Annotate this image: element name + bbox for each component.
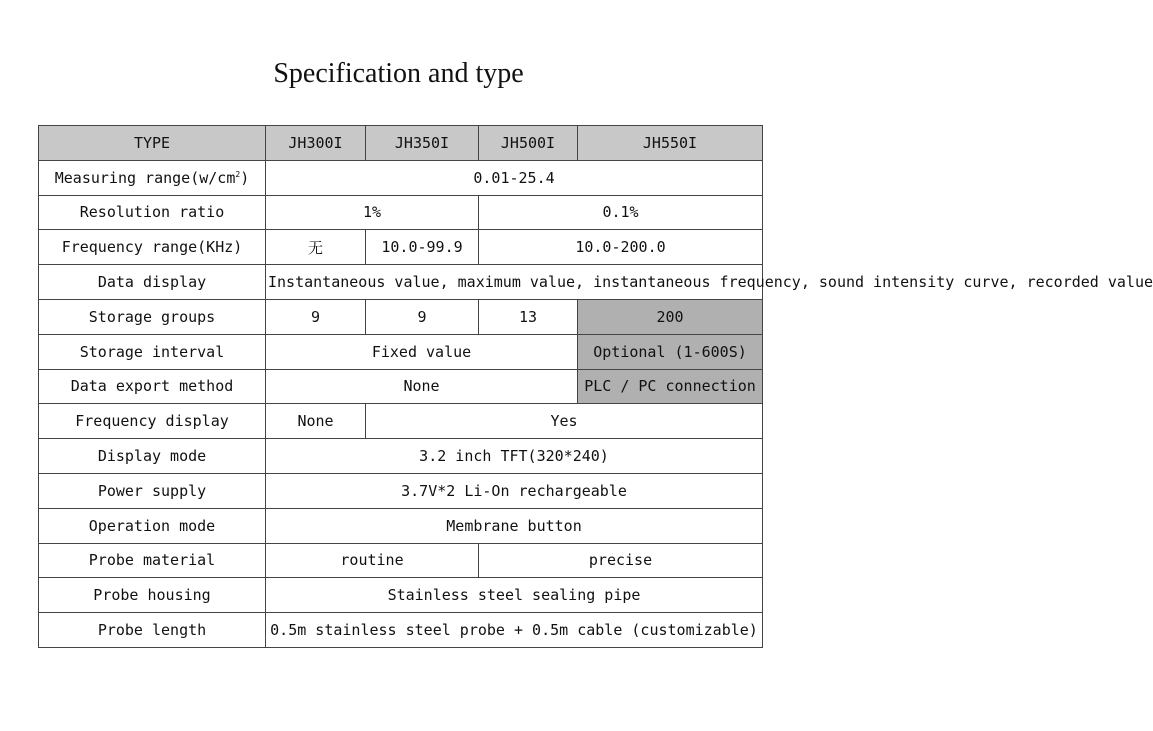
frequency-display-value-2: Yes [366, 404, 763, 439]
data-export-value-1: None [266, 369, 578, 404]
row-label-storage-interval: Storage interval [39, 334, 266, 369]
data-export-value-2: PLC / PC connection [578, 369, 763, 404]
table-row [39, 543, 763, 578]
data-display-value: Instantaneous value, maximum value, instantaneous frequency, sound intensity curve, recorded value [266, 265, 763, 300]
display-mode-value: 3.2 inch TFT(320*240) [266, 439, 763, 474]
storage-groups-value-2: 9 [366, 299, 479, 334]
row-label-resolution-ratio: Resolution ratio [39, 195, 266, 230]
table-row [39, 439, 763, 474]
storage-interval-value-1: Fixed value [266, 334, 578, 369]
row-label-data-export: Data export method [39, 369, 266, 404]
storage-groups-value-4: 200 [578, 299, 763, 334]
resolution-value-2: 0.1% [479, 195, 763, 230]
storage-groups-value-1: 9 [266, 299, 366, 334]
row-label-probe-housing: Probe housing [39, 578, 266, 613]
probe-material-value-1: routine [266, 543, 479, 578]
row-label-operation-mode: Operation mode [39, 508, 266, 543]
measuring-range-value: 0.01-25.4 [266, 160, 763, 195]
row-label-frequency-display: Frequency display [39, 404, 266, 439]
header-cell-jh500i: JH500I [479, 126, 578, 161]
table-row [39, 369, 763, 404]
table-row [39, 334, 763, 369]
header-cell-jh350i: JH350I [366, 126, 479, 161]
table-header-row [39, 126, 763, 161]
power-supply-value: 3.7V*2 Li-On rechargeable [266, 473, 763, 508]
header-cell-jh300i: JH300I [266, 126, 366, 161]
table-row [39, 299, 763, 334]
table-row [39, 404, 763, 439]
specification-table [38, 125, 1153, 648]
page-title: Specification and type [273, 58, 524, 89]
header-cell-jh550i: JH550I [578, 126, 763, 161]
table-row [39, 613, 763, 648]
table-row [39, 160, 763, 195]
table-row [39, 230, 763, 265]
row-label-frequency-range: Frequency range(KHz) [39, 230, 266, 265]
table-row [39, 473, 763, 508]
probe-housing-value: Stainless steel sealing pipe [266, 578, 763, 613]
row-label-measuring-range: Measuring $range(w/cm^2)$ [39, 160, 266, 195]
header-cell-type: TYPE [39, 126, 266, 161]
frequency-range-value-2: 10.0-99.9 [366, 230, 479, 265]
operation-mode-value: Membrane button [266, 508, 763, 543]
storage-interval-value-2: Optional (1-600S) [578, 334, 763, 369]
table-row [39, 195, 763, 230]
row-label-probe-material: Probe material [39, 543, 266, 578]
probe-material-value-2: precise [479, 543, 763, 578]
row-label-display-mode: Display mode [39, 439, 266, 474]
storage-groups-value-3: 13 [479, 299, 578, 334]
table-row [39, 578, 763, 613]
row-label-data-display: Data display [39, 265, 266, 300]
resolution-value-1: 1% [266, 195, 479, 230]
row-label-power-supply: Power supply [39, 473, 266, 508]
row-label-storage-groups: Storage groups [39, 299, 266, 334]
frequency-range-value-3: 10.0-200.0 [479, 230, 763, 265]
table-row [39, 265, 763, 300]
probe-length-value: 0.5m stainless steel probe + 0.5m cable (customizable) [266, 613, 763, 648]
row-label-probe-length: Probe length [39, 613, 266, 648]
table-row [39, 508, 763, 543]
frequency-range-value-1: 无 [266, 230, 366, 265]
frequency-display-value-1: None [266, 404, 366, 439]
